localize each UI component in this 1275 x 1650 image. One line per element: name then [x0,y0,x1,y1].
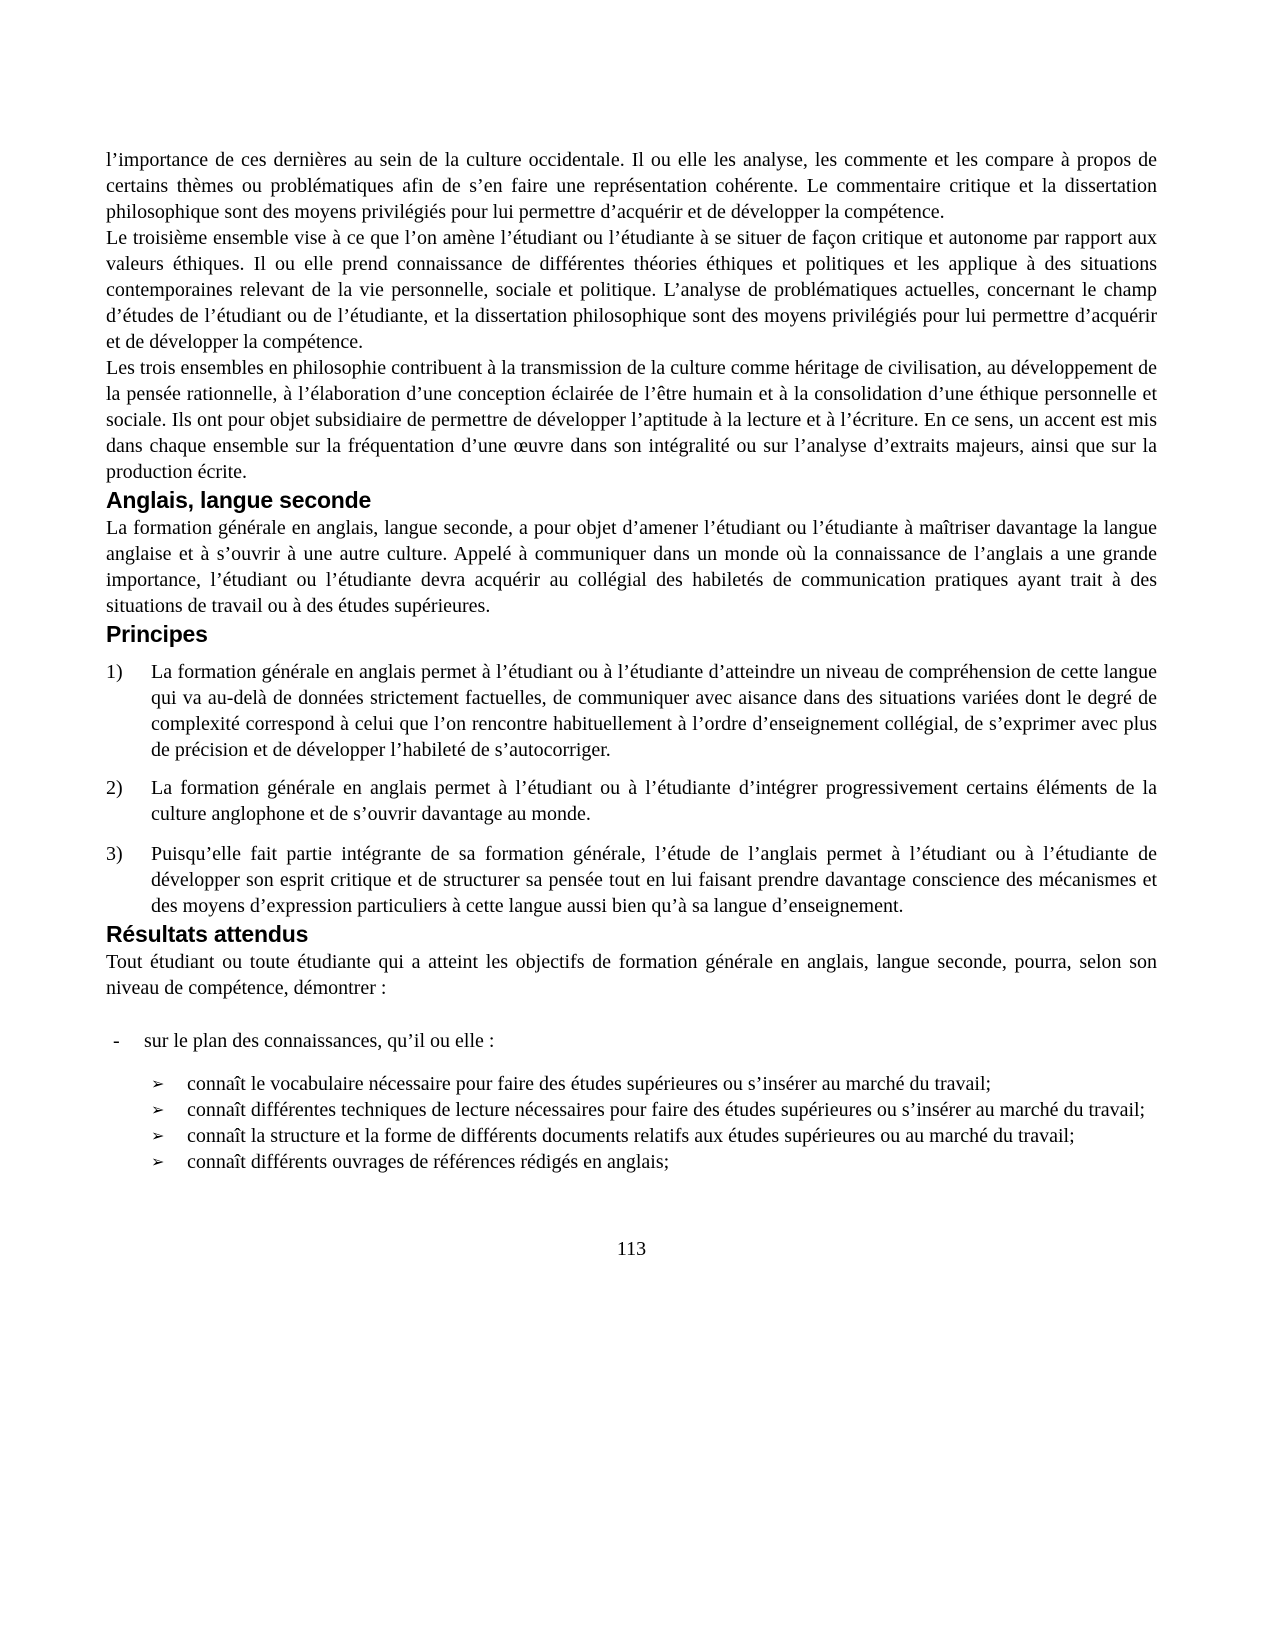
arrowhead-bullet-icon: ➢ [151,1074,165,1093]
item-number: 1) [106,661,123,683]
bullet-item-4 [151,1149,1157,1175]
section-heading-anglais: Anglais, langue seconde [106,487,372,513]
section-heading-resultats: Résultats attendus [106,921,309,947]
item-number: 3) [106,843,123,865]
dash-marker: - [113,1030,120,1052]
item-text: connaît différents ouvrages de références rédigés en anglais; [187,1151,670,1173]
bullet-item-1 [151,1071,1157,1097]
item-text: La formation générale en anglais permet à l’étudiant ou à l’étudiante d’atteindre un niveau de compréhension de cette langue qui va au-delà de données strictement factuelles, de communiquer avec aisance dans des situations variées dont le degré de complexité correspond à celui que l’on rencontre habituellement à l’ordre d’enseignement collégial, de s’exprimer avec plus de précision et de développer l’habileté de s’autocorriger. [151,661,1157,761]
dash-list-item [106,1028,1157,1054]
paragraph-resultats-intro: Tout étudiant ou toute étudiante qui a atteint les objectifs de formation générale en anglais, langue seconde, pourra, selon son niveau de compétence, démontrer : [106,951,1157,999]
item-text: Puisqu’elle fait partie intégrante de sa formation générale, l’étude de l’anglais permet à l’étudiant ou à l’étudiante de développer son esprit critique et de structurer sa pensée tout en lui faisant prendre davantage conscience des mécanismes et des moyens d’expression particuliers à cette langue aussi bien qu’à sa langue d’enseignement. [151,843,1157,917]
paragraph-commentaire-critique: l’importance de ces dernières au sein de la culture occidentale. Il ou elle les analyse, les commente et les compare à propos de certains thèmes ou problématiques afin de s’en faire une représentation cohérente. Le commentaire critique et la dissertation philosophique sont des moyens privilégiés pour lui permettre d’acquérir et de développer la compétence. [106,149,1157,223]
principle-item-1 [106,659,1157,763]
item-text: La formation générale en anglais permet à l’étudiant ou à l’étudiante d’intégrer progressivement certains éléments de la culture anglophone et de s’ouvrir davantage au monde. [151,777,1157,825]
section-heading-principes: Principes [106,621,208,647]
item-text: connaît la structure et la forme de différents documents relatifs aux études supérieures ou au marché du travail; [187,1125,1075,1147]
arrowhead-bullet-icon: ➢ [151,1100,165,1119]
bullet-item-2 [151,1097,1157,1123]
arrowhead-bullet-icon: ➢ [151,1126,165,1145]
paragraph-troisieme-ensemble: Le troisième ensemble vise à ce que l’on amène l’étudiant ou l’étudiante à se situer de façon critique et autonome par rapport aux valeurs éthiques. Il ou elle prend connaissance de différentes théories éthiques et politiques et les applique à des situations contemporaines relevant de la vie personnelle, sociale et politique. L’analyse de problématiques actuelles, concernant le champ d’études de l’étudiant ou de l’étudiante, et la dissertation philosophique sont des moyens privilégiés pour lui permettre d’acquérir et de développer la compétence. [106,227,1157,353]
arrowhead-bullet-icon: ➢ [151,1152,165,1171]
knowledge-bullet-list [151,1071,1157,1175]
item-text: connaît différentes techniques de lecture nécessaires pour faire des études supérieures ou s’insérer au marché du travail; [187,1099,1146,1121]
item-number: 2) [106,777,123,799]
paragraph-trois-ensembles: Les trois ensembles en philosophie contribuent à la transmission de la culture comme héritage de civilisation, au développement de la pensée rationnelle, à l’élaboration d’une conception éclairée de l’être humain et à la consolidation d’une éthique personnelle et sociale. Ils ont pour objet subsidiaire de permettre de développer l’aptitude à la lecture et à l’écriture. En ce sens, un accent est mis dans chaque ensemble sur la fréquentation d’une œuvre dans son intégralité ou sur l’analyse d’extraits majeurs, ainsi que sur la production écrite. [106,357,1157,483]
paragraph-formation-anglais: La formation générale en anglais, langue seconde, a pour objet d’amener l’étudiant ou l’étudiante à maîtriser davantage la langue anglaise et à s’ouvrir à une autre culture. Appelé à communiquer dans un monde où la connaissance de l’anglais a une grande importance, l’étudiant ou l’étudiante devra acquérir au collégial des habiletés de communication pratiques ayant trait à des situations de travail ou à des études supérieures. [106,517,1157,617]
bullet-item-3 [151,1123,1157,1149]
item-text: connaît le vocabulaire nécessaire pour faire des études supérieures ou s’insérer au marché du travail; [187,1073,992,1095]
principle-item-3 [106,841,1157,919]
item-text: sur le plan des connaissances, qu’il ou elle : [144,1030,495,1052]
page-number: 113 [616,1238,647,1260]
principle-item-2 [106,775,1157,827]
